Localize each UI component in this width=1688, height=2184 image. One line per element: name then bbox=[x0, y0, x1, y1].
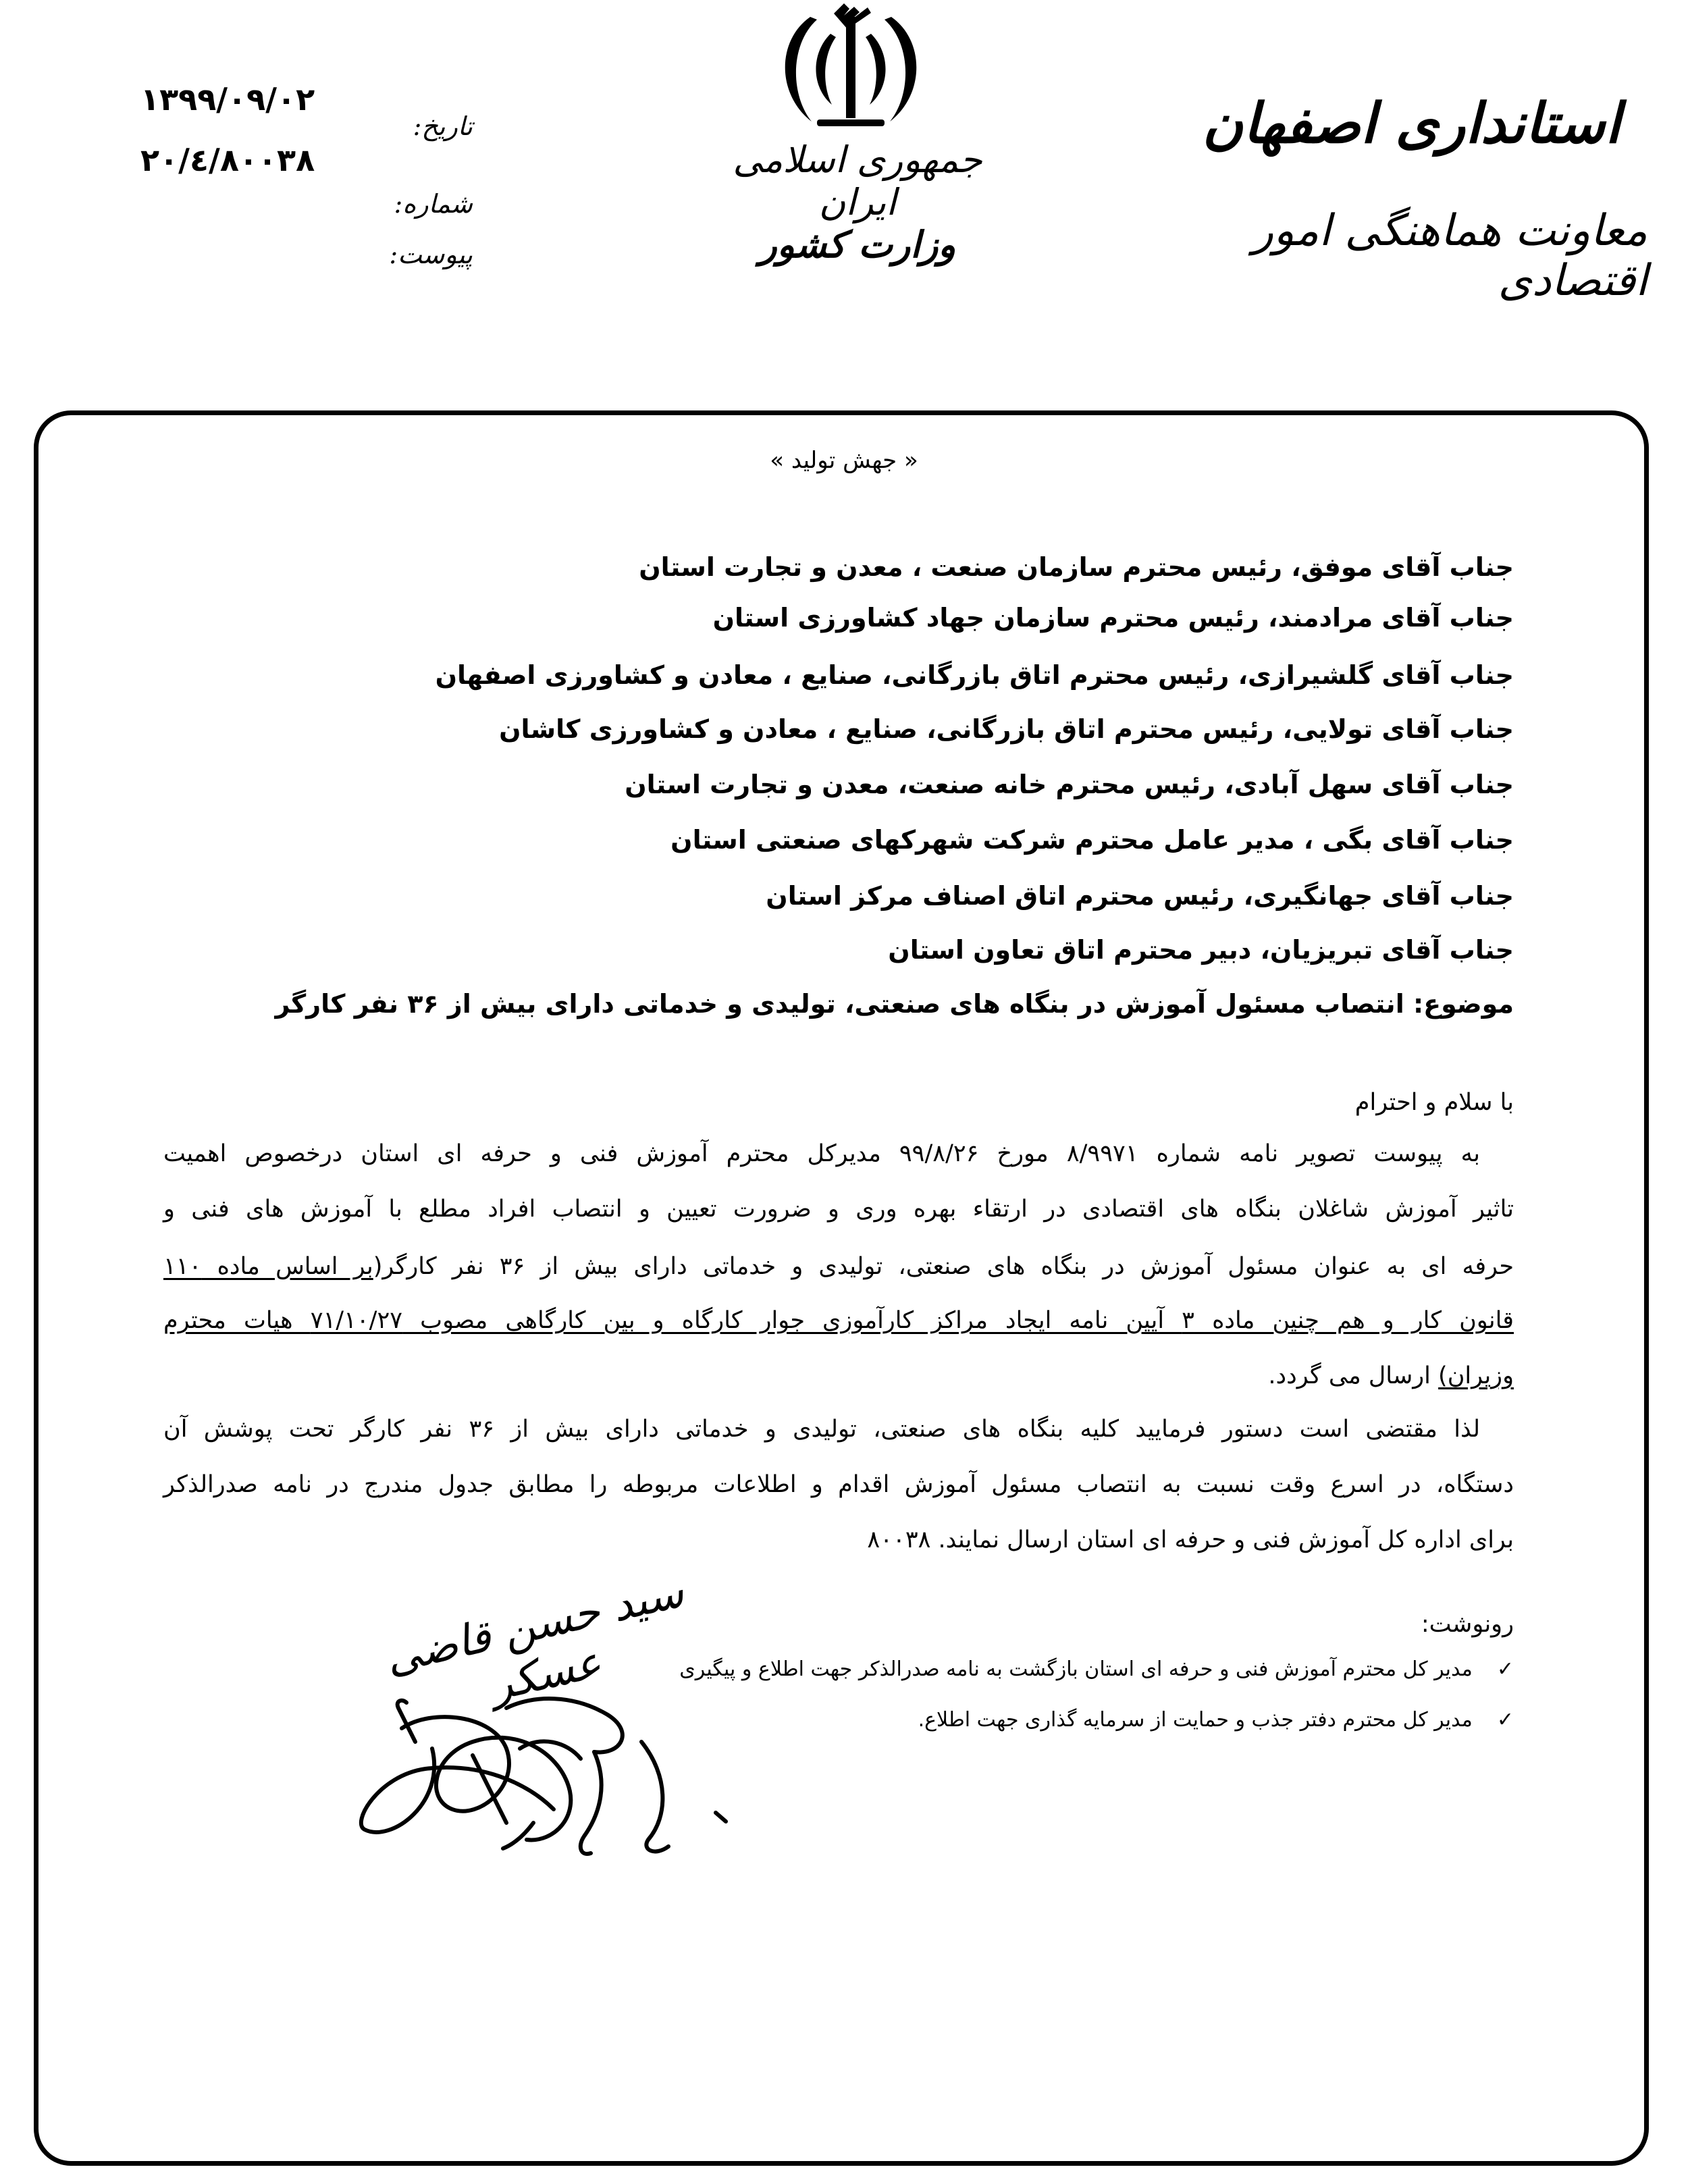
paragraph1-line5-underlined: وزیران) bbox=[1438, 1362, 1514, 1389]
handwritten-signature-icon bbox=[351, 1668, 729, 1870]
addressee-8: جناب آقای تبریزیان، دبیر محترم اتاق تعاون استان bbox=[888, 935, 1514, 965]
number-label: شماره: bbox=[394, 189, 473, 219]
attachment-label: پیوست: bbox=[389, 240, 473, 269]
signature-name: سید حسن قاضی عسکر bbox=[380, 1567, 689, 1711]
cc-item-1 bbox=[231, 1657, 1514, 1681]
letter-number: ۲۰/٤/۸۰۰۳۸ bbox=[140, 142, 315, 178]
paragraph1-line2: تاثیر آموزش شاغلان بنگاه های اقتصادی در ارتقاء بهره وری و ضرورت تعیین و انتصاب افراد مطلع با آموزش های فنی و bbox=[163, 1196, 1514, 1223]
addressee-3: جناب آقای گلشیرازی، رئیس محترم اتاق بازرگانی، صنایع ، معادن و کشاورزی اصفهان bbox=[435, 660, 1514, 690]
deputy-office-title: معاونت هماهنگی امور اقتصادی bbox=[1252, 206, 1647, 306]
addressee-7: جناب آقای جهانگیری، رئیس محترم اتاق اصناف مرکز استان bbox=[766, 881, 1514, 911]
governorate-title: استانداری اصفهان bbox=[1202, 91, 1620, 156]
paragraph2-line3: برای اداره کل آموزش فنی و حرفه ای استان ارسال نمایند. ۸۰۰۳۸ bbox=[867, 1526, 1514, 1553]
cc-item-2 bbox=[231, 1708, 1514, 1732]
paragraph1-line5 bbox=[839, 1362, 1514, 1391]
addressee-6: جناب آقای بگی ، مدیر عامل محترم شرکت شهرکهای صنعتی استان bbox=[670, 825, 1514, 855]
cc-title: رونوشت: bbox=[1421, 1611, 1514, 1638]
date-label: تاریخ: bbox=[413, 111, 473, 141]
letter-date: ۱۳۹۹/۰۹/۰۲ bbox=[140, 81, 315, 117]
paragraph1-line4: قانون کار و هم چنین ماده ۳ آیین نامه ایجاد مراکز کارآموزی جوار کارگاه و بین کارگاهی مصوب ۷۱/۱۰/۲۷ هیات محترم bbox=[163, 1307, 1514, 1334]
addressee-5: جناب آقای سهل آبادی، رئیس محترم خانه صنعت، معدن و تجارت استان bbox=[625, 770, 1514, 799]
paragraph2-line1: لذا مقتضی است دستور فرمایید کلیه بنگاه های صنعتی، تولیدی و خدماتی دارای بیش از ۳۶ نفر کارگر تحت پوشش آن bbox=[163, 1416, 1480, 1443]
cc-item-2-text: مدیر کل محترم دفتر جذب و حمایت از سرمایه گذاری جهت اطلاع. bbox=[918, 1708, 1473, 1732]
republic-title: جمهوری اسلامی ایران bbox=[733, 138, 982, 223]
addressee-4: جناب آقای تولایی، رئیس محترم اتاق بازرگانی، صنایع ، معادن و کشاورزی کاشان bbox=[499, 714, 1514, 744]
ministry-title: وزارت کشور bbox=[759, 223, 956, 266]
iran-emblem-icon bbox=[770, 3, 932, 135]
paragraph1-line3-underlined: بر اساس ماده ۱۱۰ bbox=[163, 1253, 373, 1280]
addressee-2: جناب آقای مرادمند، رئیس محترم سازمان جهاد کشاورزی استان bbox=[712, 603, 1514, 633]
check-icon: ✓ bbox=[1496, 1657, 1514, 1681]
paragraph1-line3-plain: حرفه ای به عنوان مسئول آموزش در بنگاه های صنعتی، تولیدی و خدماتی دارای بیش از ۳۶ نفر کارگر( bbox=[373, 1253, 1514, 1280]
paragraph1-line3 bbox=[163, 1252, 1514, 1282]
check-icon: ✓ bbox=[1496, 1708, 1514, 1732]
paragraph2-line2: دستگاه، در اسرع وقت نسبت به انتصاب مسئول آموزش اقدام و اطلاعات مربوطه را مطابق جدول مندرج در نامه صدرالذکر bbox=[163, 1471, 1514, 1498]
paragraph1-line5-plain: ارسال می گردد. bbox=[1268, 1362, 1439, 1389]
paragraph1-line1: به پیوست تصویر نامه شماره ۸/۹۹۷۱ مورخ ۹۹/۸/۲۶ مدیرکل محترم آموزش فنی و حرفه ای استان درخصوص اهمیت bbox=[163, 1140, 1480, 1167]
cc-item-1-text: مدیر کل محترم آموزش فنی و حرفه ای استان بازگشت به نامه صدرالذکر جهت اطلاع و پیگیری bbox=[679, 1657, 1473, 1681]
greeting: با سلام و احترام bbox=[1354, 1089, 1514, 1116]
slogan: « جهش تولید » bbox=[770, 447, 918, 474]
addressee-1: جناب آقای موفق، رئیس محترم سازمان صنعت ، معدن و تجارت استان bbox=[639, 552, 1514, 582]
subject-line: موضوع: انتصاب مسئول آموزش در بنگاه های صنعتی، تولیدی و خدماتی دارای بیش از ۳۶ نفر کارگر bbox=[275, 989, 1514, 1019]
